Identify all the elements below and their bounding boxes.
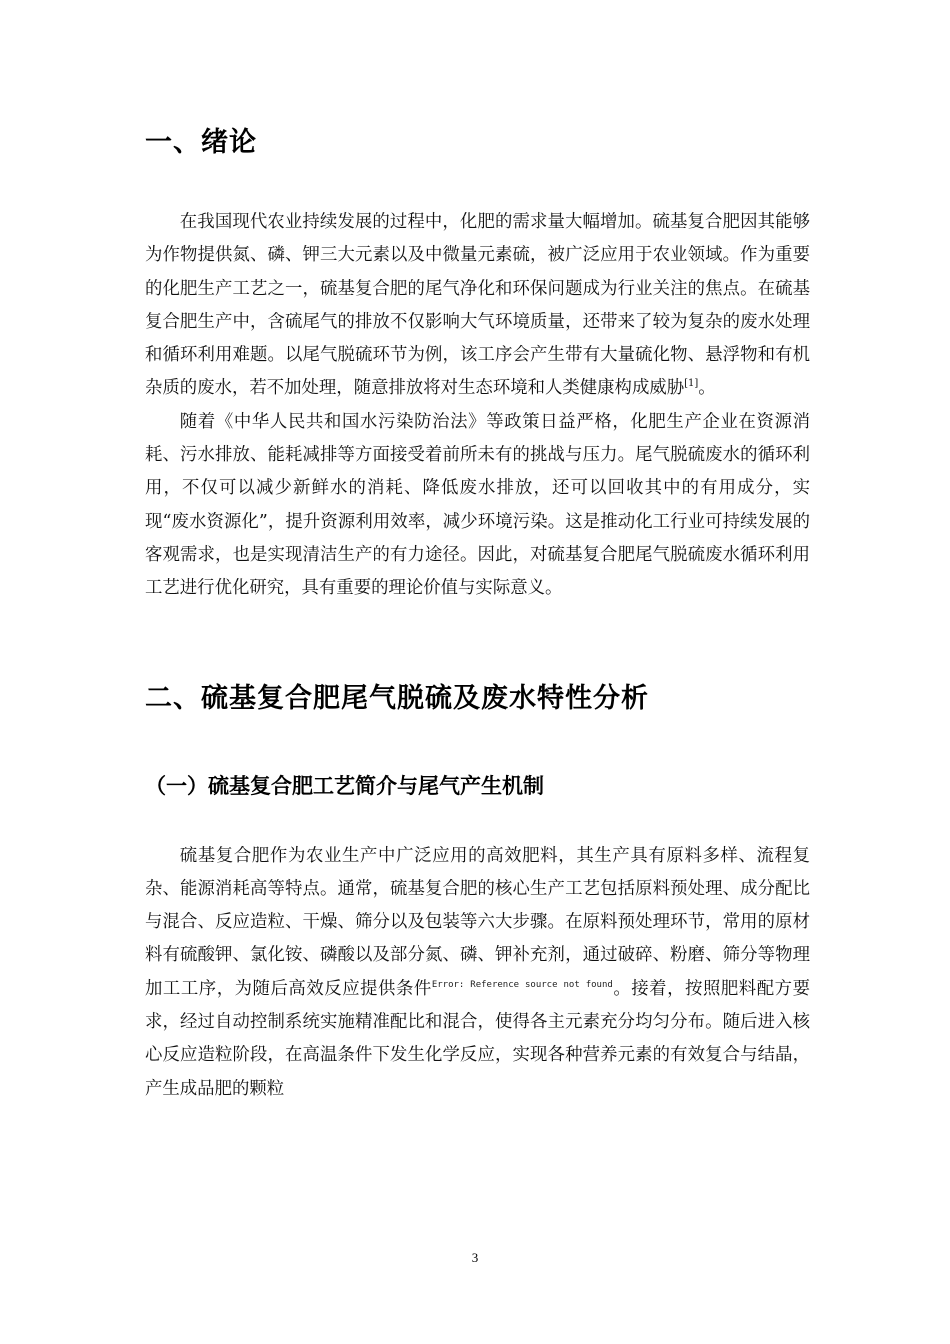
intro-paragraph-1 [145,206,810,406]
process-paragraph [145,840,810,1106]
intro-paragraph-2: 随着《中华人民共和国水污染防治法》等政策日益严格，化肥生产企业在资源消耗、污水排放、能耗减排等方面接受着前所未有的挑战与压力。尾气脱硫废水的循环利用，不仅可以减少新鲜水的消耗、降低废水排放，还可以回收其中的有用成分，实现“废水资源化”，提升资源利用效率，减少环境污染。这是推动化工行业可持续发展的客观需求，也是实现清洁生产的有力途径。因此，对硫基复合肥尾气脱硫废水循环利用工艺进行优化研究，具有重要的理论价值与实际意义。 [145,411,810,599]
page-content [145,118,810,1106]
citation-marker: [1] [684,378,699,390]
section-heading-introduction: 一、绪论 [145,127,257,158]
paragraph-text: 在我国现代农业持续发展的过程中，化肥的需求量大幅增加。硫基复合肥因其能够为作物提供氮、磷、钾三大元素以及中微量元素硫，被广泛应用于农业领域。作为重要的化肥生产工艺之一，硫基复合肥的尾气净化和环保问题成为行业关注的焦点。在硫基复合肥生产中，含硫尾气的排放不仅影响大气环境质量，还带来了较为复杂的废水处理和循环利用难题。以尾气脱硫环节为例，该工序会产生带有大量硫化物、悬浮物和有机杂质的废水，若不加处理，随意排放将对生态环境和人类健康构成威胁 [145,212,810,399]
paragraph-text-continued: 。接着，按照肥料配方要求，经过自动控制系统实施精准配比和混合，使得各主元素充分均匀分布。随后进入核心反应造粒阶段，在高温条件下发生化学反应，实现各种营养元素的有效复合与结晶，产生成品肥的颗粒 [145,978,810,1099]
reference-error-text: Error: Reference source not found [431,979,613,990]
paragraph-end-punctuation: 。 [698,378,716,399]
subsection-heading-process: （一）硫基复合肥工艺简介与尾气产生机制 [145,773,544,798]
paragraph-text: 硫基复合肥作为农业生产中广泛应用的高效肥料，其生产具有原料多样、流程复杂、能源消耗高等特点。通常，硫基复合肥的核心生产工艺包括原料预处理、成分配比与混合、反应造粒、干燥、筛分以及包装等六大步骤。在原料预处理环节，常用的原材料有硫酸钾、氯化铵、磷酸以及部分氮、磷、钾补充剂，通过破碎、粉磨、筛分等物理加工工序，为随后高效反应提供条件 [145,845,810,999]
page-number: 3 [471,1250,479,1265]
section-heading-analysis: 二、硫基复合肥尾气脱硫及废水特性分析 [145,682,649,714]
